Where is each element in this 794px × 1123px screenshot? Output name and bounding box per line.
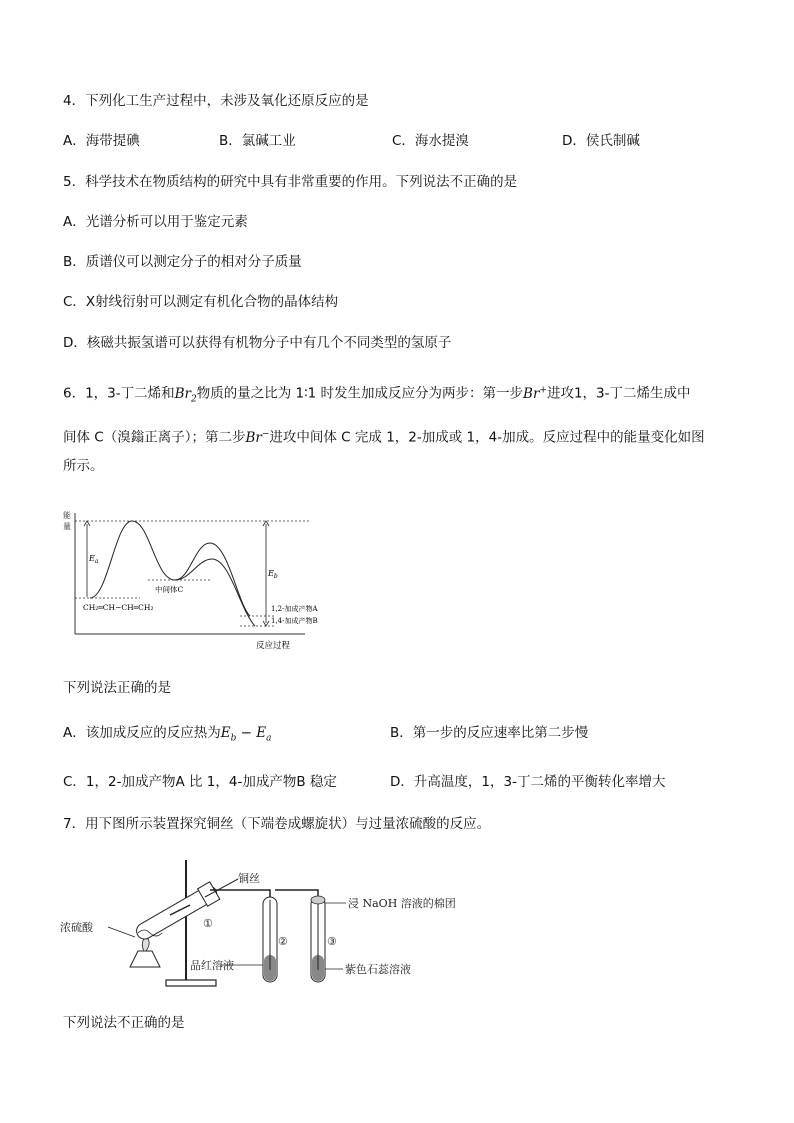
br2-base: Br (174, 385, 192, 402)
q6-line2-p2: 进攻中间体 C 完成 1，2-加成或 1，4-加成。反应过程中的能量变化如图 (269, 429, 705, 446)
intermediate-label: 中间体C (155, 585, 184, 594)
q6-stem-p2: 物质的量之比为 1∶1 时发生加成反应分为两步：第一步 (196, 385, 524, 402)
br2-formula (174, 385, 197, 405)
diagram-ylabel-2: 量 (63, 522, 71, 531)
litmus-label: 紫色石蕊溶液 (345, 963, 411, 976)
q4-option-d: D．侯氏制碱 (562, 133, 640, 149)
q7-stem: 7．用下图所示装置探究铜丝（下端卷成螺旋状）与过量浓硫酸的反应。 (63, 816, 491, 832)
q6-line2-p1: 间体 C（溴鎓正离子）；第二步 (63, 429, 246, 446)
q4-option-b: B．氯碱工业 (219, 133, 296, 149)
br2-sub: 2 (191, 394, 197, 405)
q6-stem-p1: 6．1，3-丁二烯和 (63, 385, 175, 402)
minus-sign: − (236, 725, 257, 741)
conc-acid-label: 浓硫酸 (60, 921, 93, 934)
q4-stem: 4．下列化工生产过程中，未涉及氧化还原反应的是 (63, 93, 369, 109)
q6-option-d: D．升高温度，1，3-丁二烯的平衡转化率增大 (390, 774, 666, 790)
q6-option-a-e2 (256, 725, 272, 744)
copper-wire-label: 铜丝 (238, 872, 260, 885)
acid-pointer (108, 927, 135, 937)
br-minus-formula (245, 430, 269, 446)
cotton-label: 浸 NaOH 溶液的棉团 (348, 897, 456, 910)
q4-option-c: C．海水提溴 (392, 133, 469, 149)
apparatus-diagram (60, 855, 490, 990)
diagram-xlabel: 反应过程 (256, 641, 291, 651)
q6-option-c: C．1，2-加成产物A 比 1，4-加成产物B 稳定 (63, 774, 337, 790)
iron-stand-base (166, 980, 216, 986)
q5-stem: 5．科学技术在物质结构的研究中具有非常重要的作用。下列说法不正确的是 (63, 174, 518, 190)
br-minus-sup: − (261, 429, 270, 439)
q6-stem-line3: 所示。 (63, 458, 104, 474)
e2-base: E (256, 725, 267, 741)
q5-option-a: A．光谱分析可以用于鉴定元素 (63, 214, 248, 230)
q7-prompt: 下列说法不正确的是 (63, 1015, 185, 1031)
q6-option-a-text: A．该加成反应的反应热为 (63, 725, 221, 741)
br-plus-sup: + (539, 385, 547, 395)
cotton-plug (311, 896, 325, 904)
br-plus-formula (523, 386, 547, 402)
diagram-ylabel-1: 能 (63, 511, 71, 520)
q6-option-b: B．第一步的反应速率比第二步慢 (390, 725, 589, 741)
br-minus-base: Br (245, 429, 262, 446)
q5-option-c: C．X射线衍射可以测定有机化合物的晶体结构 (63, 294, 339, 310)
q6-prompt: 下列说法正确的是 (63, 680, 171, 696)
eb-label: $E_b$ (268, 569, 278, 580)
red-solution-label: 品红溶液 (190, 959, 234, 972)
e2-sub: a (266, 733, 272, 744)
tube-number-2: ② (278, 935, 288, 948)
product-b-label: 1,4-加成产物B (271, 617, 318, 625)
q5-option-d: D．核磁共振氢谱可以获得有机物分子中有几个不同类型的氢原子 (63, 335, 452, 351)
q6-stem-line1 (63, 380, 691, 409)
q6-option-a-e1 (220, 725, 237, 744)
tube-number-1: ① (203, 917, 213, 930)
energy-diagram (60, 505, 350, 655)
e1-base: E (220, 725, 231, 741)
alcohol-lamp (130, 951, 160, 967)
q6-stem-line2 (63, 424, 705, 448)
q6-option-a (63, 723, 272, 749)
product-a-label: 1,2-加成产物A (271, 605, 318, 613)
q5-option-b: B．质谱仪可以测定分子的相对分子质量 (63, 254, 302, 270)
q4-option-a: A．海带提碘 (63, 133, 140, 149)
reaction-curve-a (90, 521, 250, 616)
e1-sub: b (230, 733, 237, 744)
ea-label: $E_a$ (89, 554, 99, 565)
reaction-curve-b (175, 559, 255, 626)
reactant-label: CH₂═CH−CH═CH₂ (83, 603, 154, 612)
q6-stem-p3: 进攻1，3-丁二烯生成中 (546, 385, 691, 402)
br-plus-base: Br (523, 385, 540, 402)
tube-number-3: ③ (327, 935, 337, 948)
